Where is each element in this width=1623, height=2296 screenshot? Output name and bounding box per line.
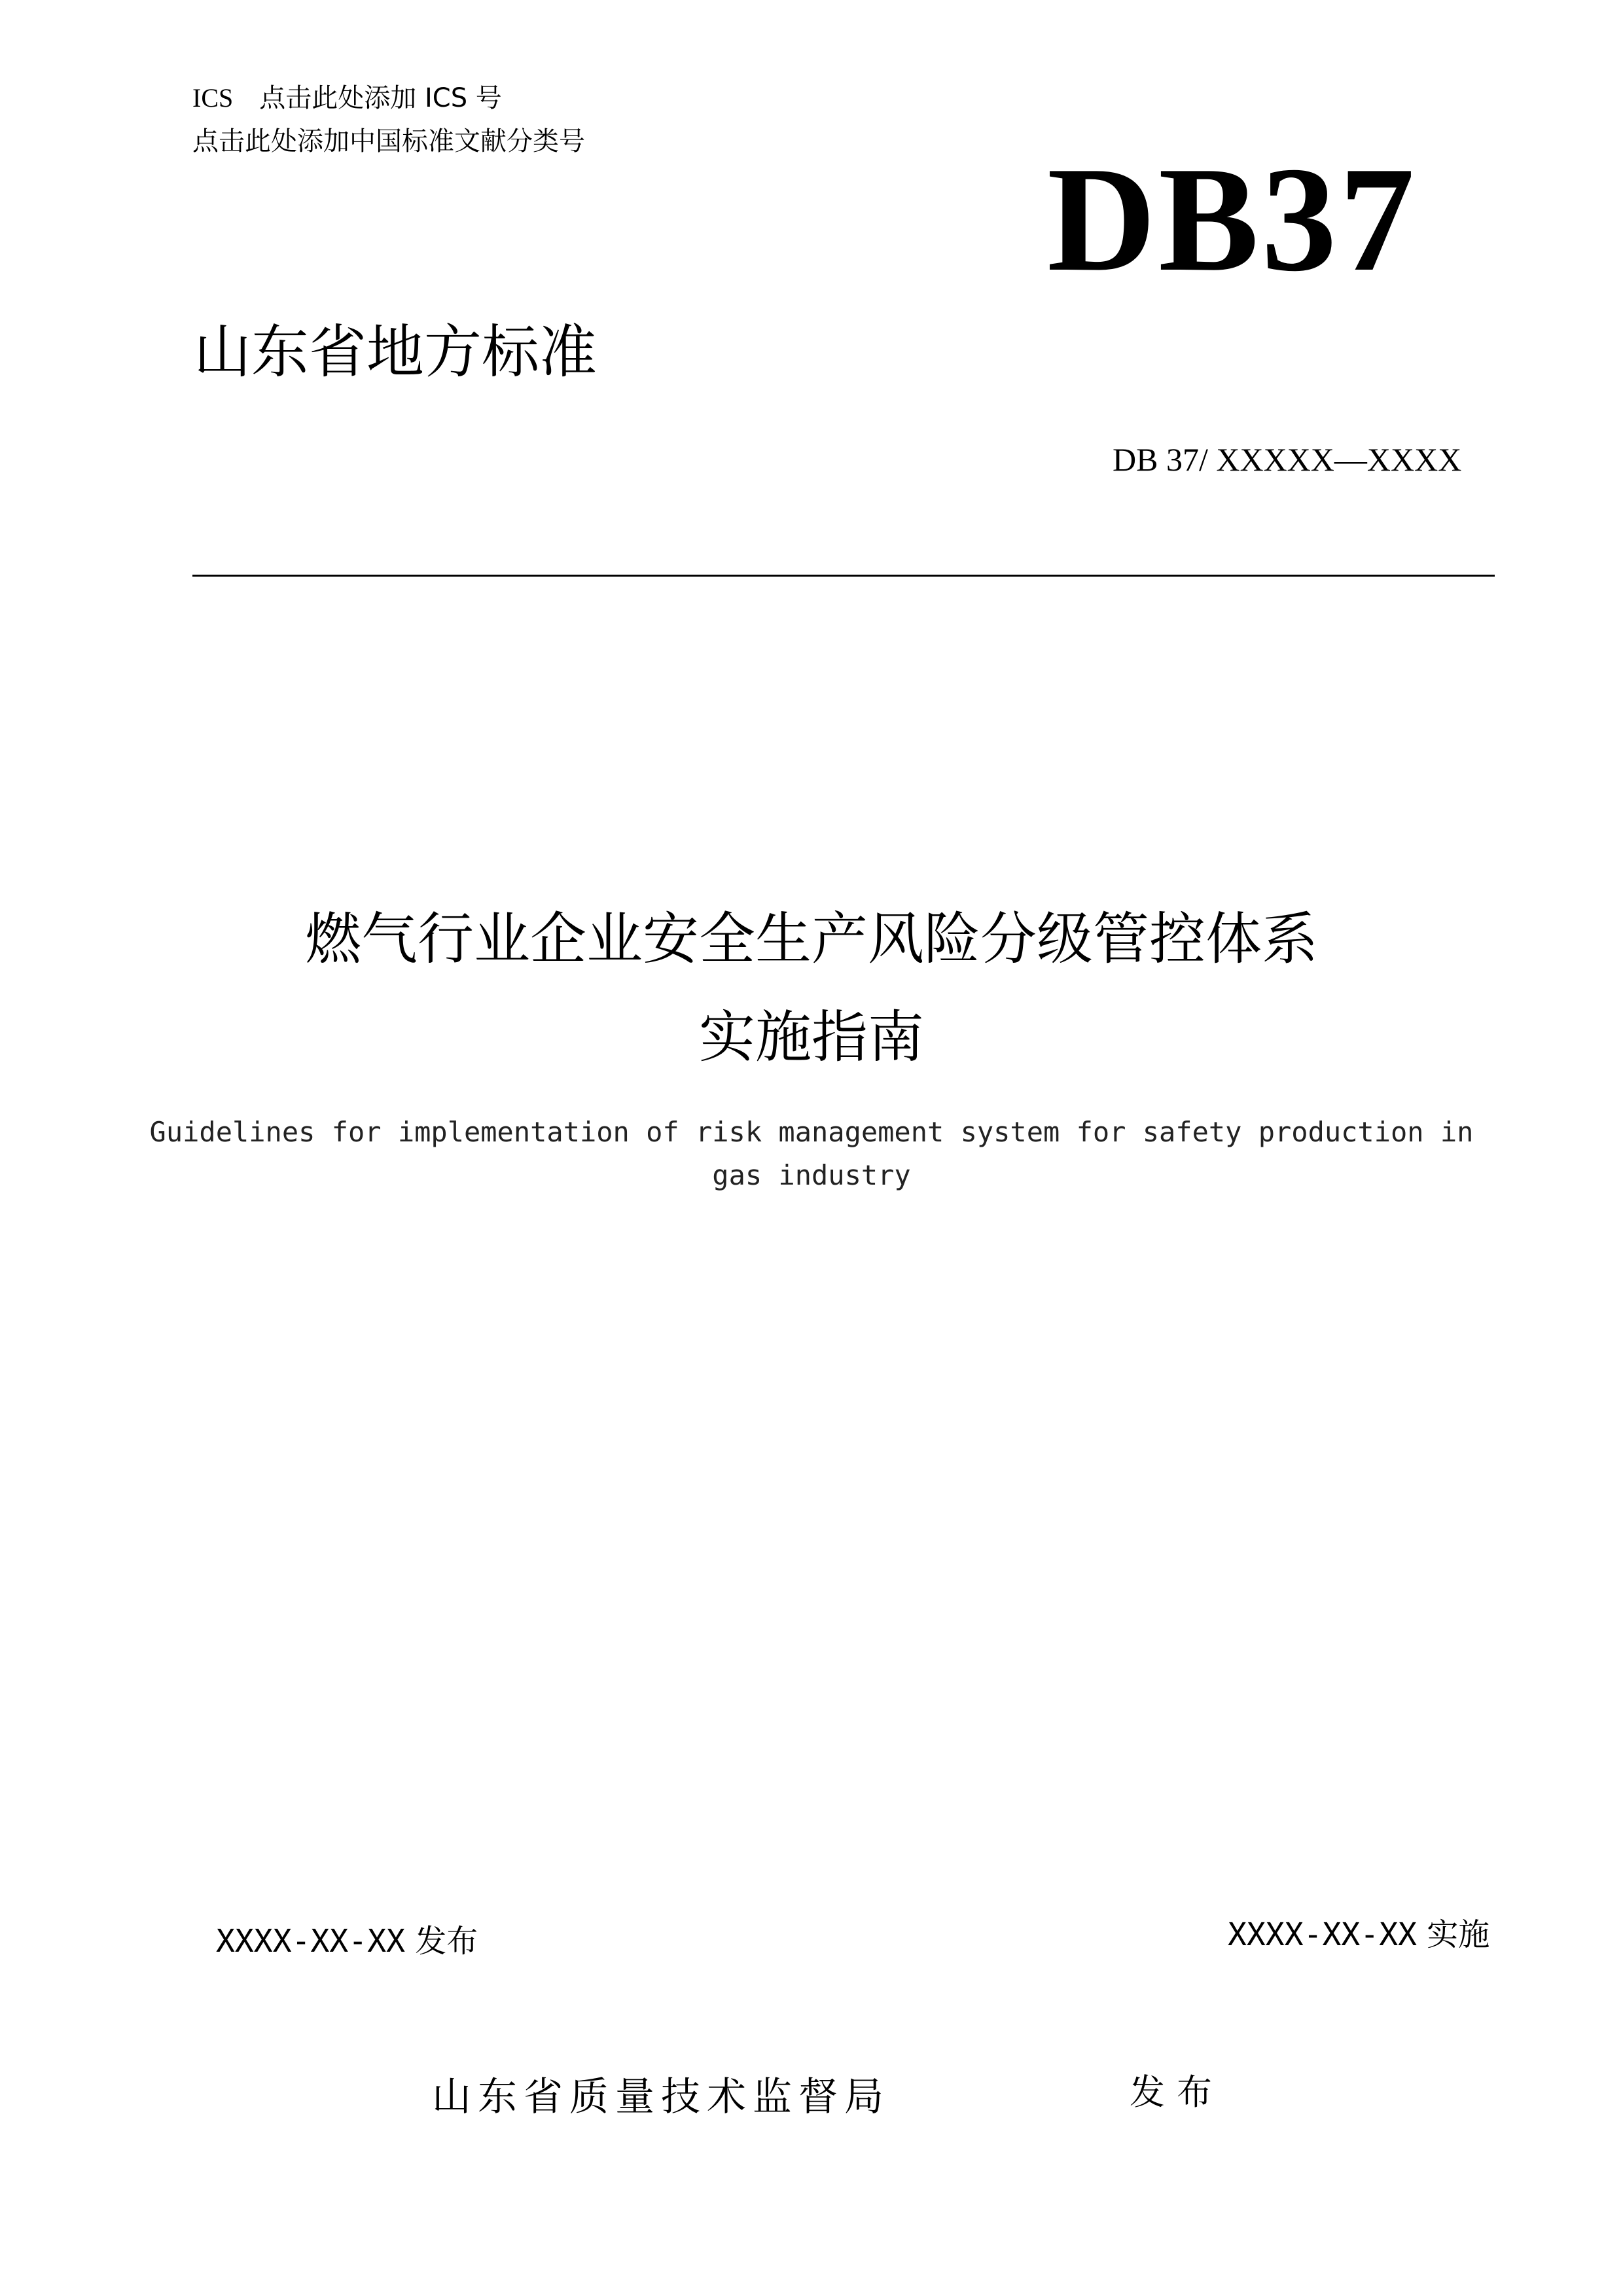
standard-number: DB 37/ XXXXX—XXXX xyxy=(1113,441,1462,478)
db37-mark: DB37 xyxy=(1047,135,1418,302)
title-en-line2: gas industry xyxy=(712,1159,911,1191)
implement-date xyxy=(1228,1915,1489,1954)
implement-word: 实施 xyxy=(1427,1916,1490,1953)
publish-date-code[interactable]: XXXX-XX-XX xyxy=(216,1923,405,1960)
standard-type: 山东省地方标准 xyxy=(194,318,597,386)
ccs-placeholder[interactable]: 点击此处添加中国标准文献分类号 xyxy=(192,126,585,156)
publish-date xyxy=(216,1922,478,1961)
ics-label: ICS xyxy=(192,83,234,113)
header-divider xyxy=(192,575,1495,577)
title-zh-line2: 实施指南 xyxy=(699,1005,924,1070)
issuer-action: 发布 xyxy=(1130,2072,1224,2113)
publish-word: 发布 xyxy=(415,1923,478,1960)
title-en-line1: Guidelines for implementation of risk management system for safety production in xyxy=(149,1116,1474,1148)
title-zh-line1: 燃气行业企业安全生产风险分级管控体系 xyxy=(305,906,1318,972)
ics-placeholder[interactable]: 点击此处添加 ICS 号 xyxy=(259,83,502,113)
implement-date-code[interactable]: XXXX-XX-XX xyxy=(1228,1916,1417,1953)
issuer-name: 山东省质量技术监督局 xyxy=(432,2074,890,2120)
ics-line xyxy=(192,82,502,114)
